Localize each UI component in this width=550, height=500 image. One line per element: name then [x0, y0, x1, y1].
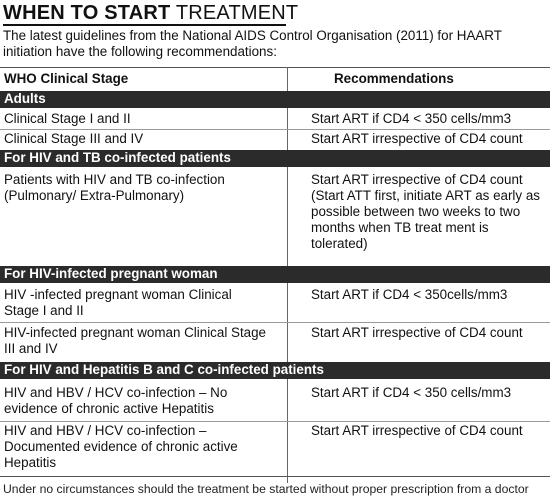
section-header-pregnant: For HIV-infected pregnant woman [0, 266, 550, 283]
row-rule [0, 322, 550, 323]
table-row-stage: Clinical Stage I and II [4, 111, 131, 126]
table-row-recommendation: Start ART irrespective of CD4 count [311, 423, 523, 438]
table-row-recommendation: Start ART if CD4 < 350 cells/mm3 [311, 385, 512, 400]
row-rule [0, 421, 550, 422]
col-header-stage: WHO Clinical Stage [4, 71, 129, 86]
section-header-hepatitis: For HIV and Hepatitis B and C co-infected patients [0, 362, 550, 379]
intro-paragraph: The latest guidelines from the National AIDS Control Organisation (2011) for HAART initiation have the following recommendations: [3, 28, 502, 59]
title-light-part: TREATMENT [175, 2, 299, 24]
table-row-stage: Clinical Stage III and IV [4, 131, 144, 146]
table-row-recommendation: Start ART irrespective of CD4 count [311, 131, 523, 146]
table-row-stage: HIV and HBV / HCV co-infection – No evidence of chronic active Hepatitis [4, 385, 228, 416]
table-row-recommendation: Start ART if CD4 < 350cells/mm3 [311, 287, 508, 302]
table-row-recommendation: Start ART irrespective of CD4 count [311, 325, 523, 340]
table-row-stage: HIV -infected pregnant woman Clinical Stage I and II [4, 287, 232, 318]
page-title [3, 2, 299, 26]
table-bottom-rule [0, 476, 550, 477]
table-top-rule [0, 67, 550, 68]
col-header-recommendations: Recommendations [334, 71, 454, 86]
table-row-stage: HIV-infected pregnant woman Clinical Stage III and IV [4, 325, 267, 356]
title-bold-part: WHEN TO START [3, 2, 171, 24]
table-row-recommendation: Start ART if CD4 < 350 cells/mm3 [311, 111, 512, 126]
section-header-tb: For HIV and TB co-infected patients [0, 150, 550, 167]
row-rule [0, 129, 550, 130]
table-row-stage: Patients with HIV and TB co-infection (Pulmonary/ Extra-Pulmonary) [4, 172, 225, 203]
footer-disclaimer: Under no circumstances should the treatment be started without proper prescription from a doctor [3, 482, 529, 496]
table-row-recommendation: Start ART irrespective of CD4 count (Start ATT first, initiate ART as early as possible between two weeks to two months when TB treat ment is tolerated) [311, 172, 540, 251]
table-row-stage: HIV and HBV / HCV co-infection – Documented evidence of chronic active Hepatitis [4, 423, 238, 470]
section-header-adults: Adults [0, 91, 550, 108]
